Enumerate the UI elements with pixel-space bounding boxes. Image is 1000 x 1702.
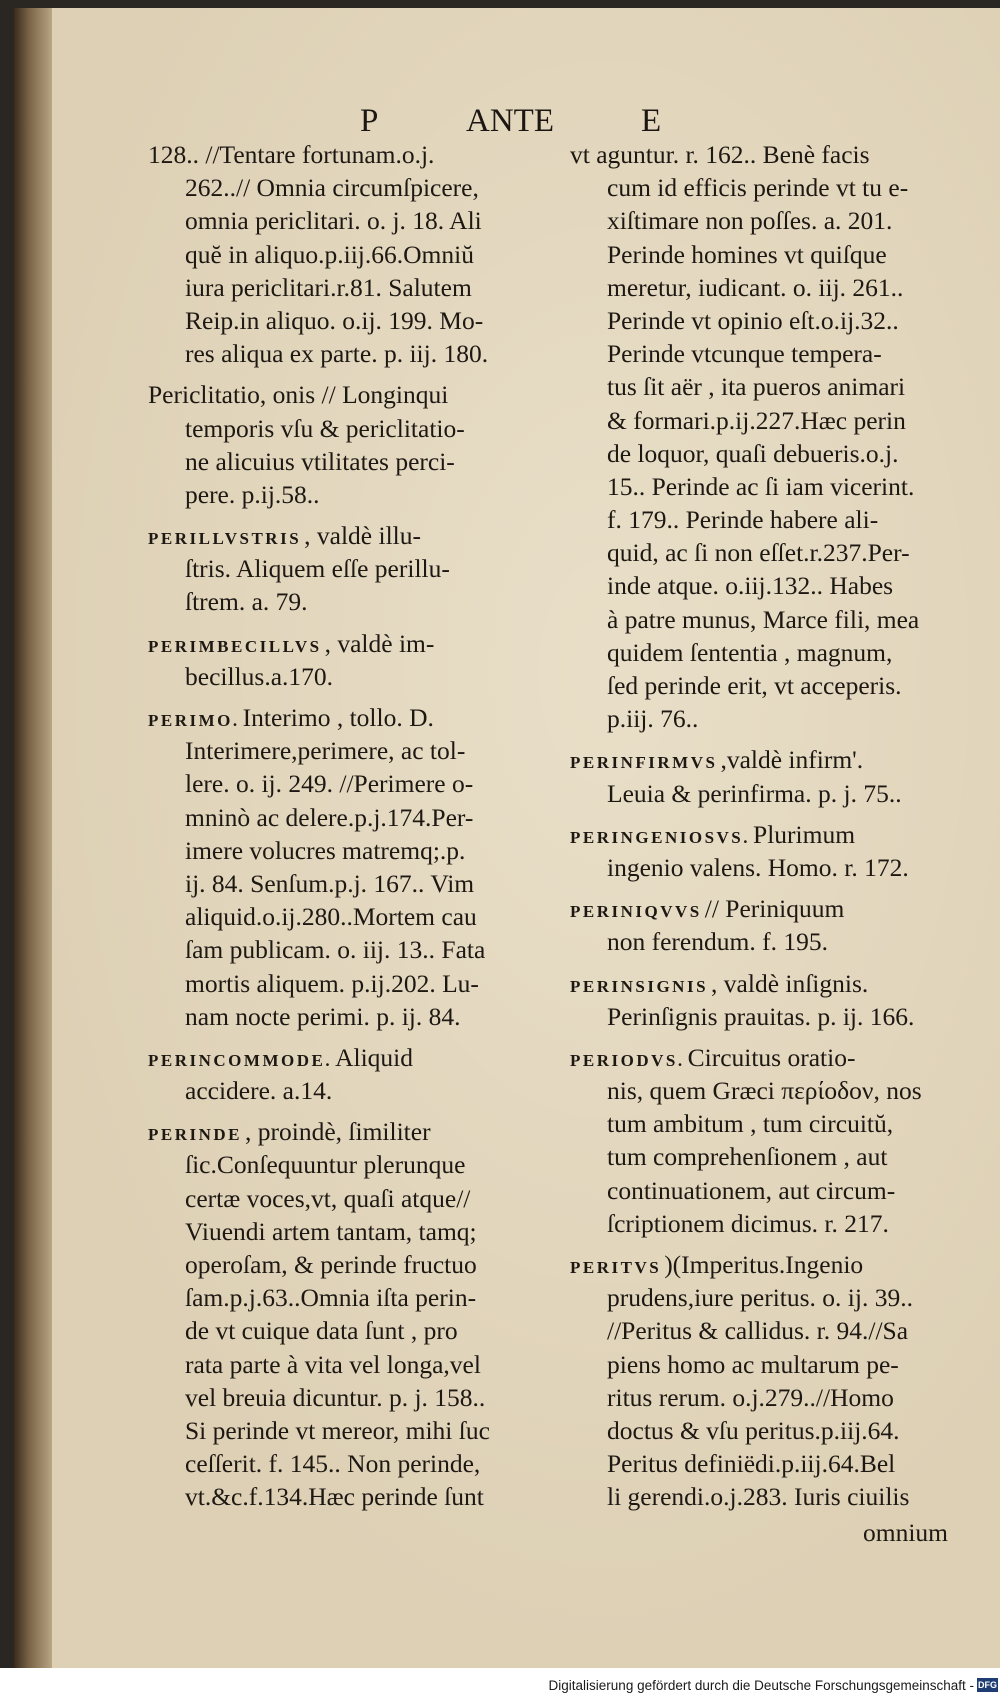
text-line <box>148 1480 566 1513</box>
text-line <box>570 777 1000 810</box>
running-head-left: P <box>360 103 379 139</box>
text-line <box>148 337 566 370</box>
dictionary-entry <box>570 818 1000 884</box>
dictionary-entry <box>570 743 1000 809</box>
dictionary-entry <box>148 1115 566 1513</box>
line-text: xiſtimare non poſſes. a. 201. <box>607 206 893 236</box>
text-line <box>148 1000 566 1033</box>
line-text: vel breuia dicuntur. p. j. 158.. <box>185 1382 486 1412</box>
line-text: Reip.in aliquo. o.ij. 199. Mo- <box>185 305 484 335</box>
line-text: p.iij. 76.. <box>607 704 699 734</box>
right-column <box>570 138 1000 1549</box>
text-line <box>148 1148 566 1181</box>
text-line <box>570 743 1000 776</box>
line-text: ritus rerum. o.j.279..//Homo <box>607 1382 894 1412</box>
entry-headword: PERIODVS. <box>570 1050 685 1070</box>
line-text: Interimere,perimere, ac tol- <box>185 736 466 766</box>
line-text: lere. o. ij. 249. //Perimere o- <box>185 769 474 799</box>
entry-headword: PERINCOMMODE. <box>148 1050 333 1070</box>
line-text: pere. p.ij.58.. <box>185 479 320 509</box>
running-head-right: E <box>641 103 662 139</box>
text-line <box>148 1215 566 1248</box>
text-line <box>570 1447 1000 1480</box>
line-text: li gerendi.o.j.283. Iuris ciuilis <box>607 1482 910 1512</box>
text-line <box>570 204 1000 237</box>
line-text: Aliquid <box>335 1042 413 1072</box>
line-text: , valdè inſignis. <box>711 968 869 998</box>
text-line <box>570 238 1000 271</box>
text-line <box>148 1414 566 1447</box>
line-text: tum comprehenſionem , aut <box>607 1142 888 1172</box>
line-text: //Peritus & callidus. r. 94.//Sa <box>607 1316 909 1346</box>
text-line <box>570 1000 1000 1033</box>
entry-headword: PERITVS <box>570 1258 662 1277</box>
dictionary-entry <box>148 519 566 619</box>
entry-headword: PERILLVSTRIS <box>148 529 302 549</box>
text-line <box>570 1414 1000 1447</box>
text-line <box>570 1281 1000 1314</box>
text-line <box>570 1041 1000 1074</box>
entry-headword: PERINGENIOSVS. <box>570 827 751 847</box>
book-spine-shadow <box>14 8 52 1668</box>
text-line <box>570 569 1000 602</box>
line-text: // Periniquum <box>704 894 845 924</box>
text-line <box>570 1107 1000 1140</box>
text-line <box>570 1140 1000 1173</box>
text-line <box>148 445 566 478</box>
line-text: prudens,iure peritus. o. ij. 39.. <box>607 1283 913 1313</box>
text-line <box>570 536 1000 569</box>
text-line <box>148 204 566 237</box>
dictionary-entry <box>148 627 566 693</box>
line-text: ceſſerit. f. 145.. Non perinde, <box>185 1449 481 1479</box>
text-line <box>148 1281 566 1314</box>
line-text: quĕ in aliquo.p.iij.66.Omniŭ <box>185 239 474 269</box>
running-head-middle: ANTE <box>466 103 554 139</box>
text-line <box>570 1074 1000 1107</box>
text-line <box>570 892 1000 925</box>
dictionary-entry <box>570 138 1000 735</box>
line-text: tus ſit aër , ita pueros animari <box>607 372 906 402</box>
line-text: imere volucres matremq;.p. <box>185 835 466 865</box>
dictionary-entry <box>148 378 566 511</box>
text-line <box>570 818 1000 851</box>
line-text: mninò ac delere.p.j.174.Per- <box>185 802 474 832</box>
line-text: Peritus definiëdi.p.iij.64.Bel <box>607 1449 896 1479</box>
line-text: 128.. //Tentare fortunam.o.j. <box>148 140 435 169</box>
entry-headword: PERINSIGNIS <box>570 976 709 996</box>
text-line <box>570 1381 1000 1414</box>
text-line <box>148 585 566 618</box>
line-text: ſtrem. a. 79. <box>185 587 308 617</box>
entry-headword: PERIMO. <box>148 711 240 730</box>
text-line <box>570 138 1000 171</box>
running-head <box>344 103 824 143</box>
line-text: ſcriptionem dicimus. r. 217. <box>607 1208 889 1238</box>
line-text: ingenio valens. Homo. r. 172. <box>607 852 909 882</box>
line-text: vt.&c.f.134.Hæc perinde ſunt <box>185 1482 484 1512</box>
line-text: nam nocte perimi. p. ij. 84. <box>185 1001 461 1031</box>
text-line <box>570 370 1000 403</box>
book-page <box>14 8 1000 1668</box>
text-line <box>570 636 1000 669</box>
text-line <box>148 660 566 693</box>
text-line <box>148 1115 566 1148</box>
line-text: Perinde homines vt quiſque <box>607 239 887 269</box>
line-text: Viuendi artem tantam, tamq; <box>185 1216 477 1246</box>
line-text: temporis vſu & periclitatio- <box>185 413 465 443</box>
line-text: )(Imperitus.Ingenio <box>664 1250 864 1279</box>
text-line <box>148 478 566 511</box>
line-text: continuationem, aut circum- <box>607 1175 896 1205</box>
text-line <box>148 834 566 867</box>
text-line <box>148 1348 566 1381</box>
line-text: , proindè, ſimiliter <box>245 1117 431 1147</box>
catchword: omnium <box>862 1517 948 1547</box>
text-line <box>148 867 566 900</box>
text-line <box>148 238 566 271</box>
text-line <box>148 1447 566 1480</box>
line-text: accidere. a.14. <box>185 1076 333 1106</box>
text-line <box>570 337 1000 370</box>
line-text: de loquor, quaſi debueris.o.j. <box>607 438 899 468</box>
line-text: à patre munus, Marce fili, mea <box>607 604 920 634</box>
text-line <box>148 412 566 445</box>
dictionary-entry <box>148 701 566 1033</box>
line-text: , valdè illu- <box>304 521 421 551</box>
left-column <box>148 138 566 1514</box>
line-text: rata parte à vita vel longa,vel <box>185 1349 481 1379</box>
line-text: ,valdè infirm'. <box>720 745 864 775</box>
dictionary-entry <box>148 138 566 370</box>
text-line <box>148 734 566 767</box>
line-text: Plurimum <box>753 819 856 849</box>
line-text: ſic.Conſequuntur plerunque <box>185 1150 466 1180</box>
line-text: piens homo ac multarum pe- <box>607 1349 899 1379</box>
text-line <box>570 1348 1000 1381</box>
line-text: Perinſignis prauitas. p. ij. 166. <box>607 1001 915 1031</box>
text-line <box>570 404 1000 437</box>
text-line <box>148 1381 566 1414</box>
text-line <box>570 1207 1000 1240</box>
text-line <box>570 1480 1000 1513</box>
text-line <box>148 1314 566 1347</box>
text-line <box>570 1174 1000 1207</box>
line-text: Periclitatio, onis // Longinqui <box>148 380 449 410</box>
line-text: quid, ac ſi non eſſet.r.237.Per- <box>607 538 910 568</box>
line-text: quidem ſententia , magnum, <box>607 637 893 667</box>
text-line <box>148 171 566 204</box>
text-line <box>570 271 1000 304</box>
footer-bar <box>0 1668 1000 1702</box>
line-text: ſam.p.j.63..Omnia iſta perin- <box>185 1283 477 1313</box>
text-line <box>148 519 566 552</box>
line-text: ne alicuius vtilitates perci- <box>185 446 455 476</box>
line-text: operoſam, & perinde fructuo <box>185 1250 477 1279</box>
line-text: Circuitus oratio- <box>687 1042 856 1072</box>
dictionary-entry <box>148 1041 566 1107</box>
text-line <box>570 171 1000 204</box>
line-text: iura periclitari.r.81. Salutem <box>185 272 472 302</box>
line-text: de vt cuique data ſunt , pro <box>185 1316 458 1346</box>
dictionary-entry <box>570 1041 1000 1240</box>
line-text: res aliqua ex parte. p. iij. 180. <box>185 339 489 369</box>
dfg-logo: DFG <box>978 1680 997 1690</box>
line-text: doctus & vſu peritus.p.iij.64. <box>607 1415 900 1445</box>
line-text: certæ voces,vt, quaſi atque// <box>185 1183 471 1213</box>
text-line <box>570 437 1000 470</box>
text-line <box>570 304 1000 337</box>
line-text: ſam publicam. o. iij. 13.. Fata <box>185 935 486 965</box>
digitization-credit: Digitalisierung gefördert durch die Deutsche Forschungsgemeinschaft - <box>548 1678 974 1693</box>
text-line <box>148 271 566 304</box>
text-line <box>570 669 1000 702</box>
text-line <box>570 925 1000 958</box>
line-text: tum ambitum , tum circuitŭ, <box>607 1109 894 1139</box>
entry-headword: PERIMBECILLVS <box>148 636 322 656</box>
text-line <box>570 702 1000 735</box>
line-text: aliquid.o.ij.280..Mortem cau <box>185 902 477 932</box>
text-line <box>148 627 566 660</box>
line-text: mortis aliquem. p.ij.202. Lu- <box>185 968 479 998</box>
dictionary-entry <box>570 1248 1000 1514</box>
text-line <box>148 1041 566 1074</box>
line-text: non ferendum. f. 195. <box>607 927 828 957</box>
line-text: ij. 84. Senſum.p.j. 167.. Vim <box>185 868 475 898</box>
line-text: Interimo , tollo. D. <box>242 703 434 732</box>
line-text: ſed perinde erit, vt acceperis. <box>607 671 902 700</box>
line-text: f. 179.. Perinde habere ali- <box>607 505 879 535</box>
dictionary-entry <box>570 967 1000 1033</box>
text-line <box>148 138 566 171</box>
line-text: 262..// Omnia circumſpicere, <box>185 173 479 203</box>
text-line <box>570 1248 1000 1281</box>
text-line <box>570 470 1000 503</box>
text-line <box>148 900 566 933</box>
text-line <box>148 767 566 800</box>
line-text: inde atque. o.iij.132.. Habes <box>607 571 894 601</box>
line-text: Perinde vt opinio eſt.o.ij.32.. <box>607 305 899 335</box>
line-text: ſtris. Aliquem eſſe perillu- <box>185 554 450 584</box>
text-line <box>148 801 566 834</box>
text-line <box>148 967 566 1000</box>
entry-headword: PERINDE <box>148 1125 243 1145</box>
text-line <box>570 851 1000 884</box>
line-text: , valdè im- <box>324 628 435 658</box>
dictionary-entry <box>570 892 1000 958</box>
line-text: cum id efficis perinde vt tu e- <box>607 173 909 203</box>
text-line <box>148 701 566 734</box>
line-text: becillus.a.170. <box>185 661 334 691</box>
text-line <box>570 967 1000 1000</box>
line-text: 15.. Perinde ac ſi iam vicerint. <box>607 471 915 501</box>
line-text: meretur, iudicant. o. iij. 261.. <box>607 272 904 302</box>
line-text: nis, quem Græci περίοδον, nos <box>607 1076 922 1106</box>
line-text: & formari.p.ij.227.Hæc perin <box>607 405 906 435</box>
line-text: Perinde vtcunque tempera- <box>607 339 882 369</box>
line-text: vt aguntur. r. 162.. Benè facis <box>570 140 870 169</box>
text-line <box>570 1314 1000 1347</box>
text-line <box>148 1074 566 1107</box>
text-line <box>570 503 1000 536</box>
line-text: Si perinde vt mereor, mihi ſuc <box>185 1415 490 1445</box>
text-line <box>148 1182 566 1215</box>
text-line <box>148 552 566 585</box>
line-text: omnia periclitari. o. j. 18. Ali <box>185 206 482 236</box>
entry-headword: PERINIQVVS <box>570 902 702 922</box>
text-line <box>148 1248 566 1281</box>
text-line <box>148 933 566 966</box>
line-text: Leuia & perinfirma. p. j. 75.. <box>607 778 902 808</box>
entry-headword: PERINFIRMVS <box>570 753 718 773</box>
text-line <box>148 304 566 337</box>
text-line <box>148 378 566 411</box>
text-line <box>570 603 1000 636</box>
